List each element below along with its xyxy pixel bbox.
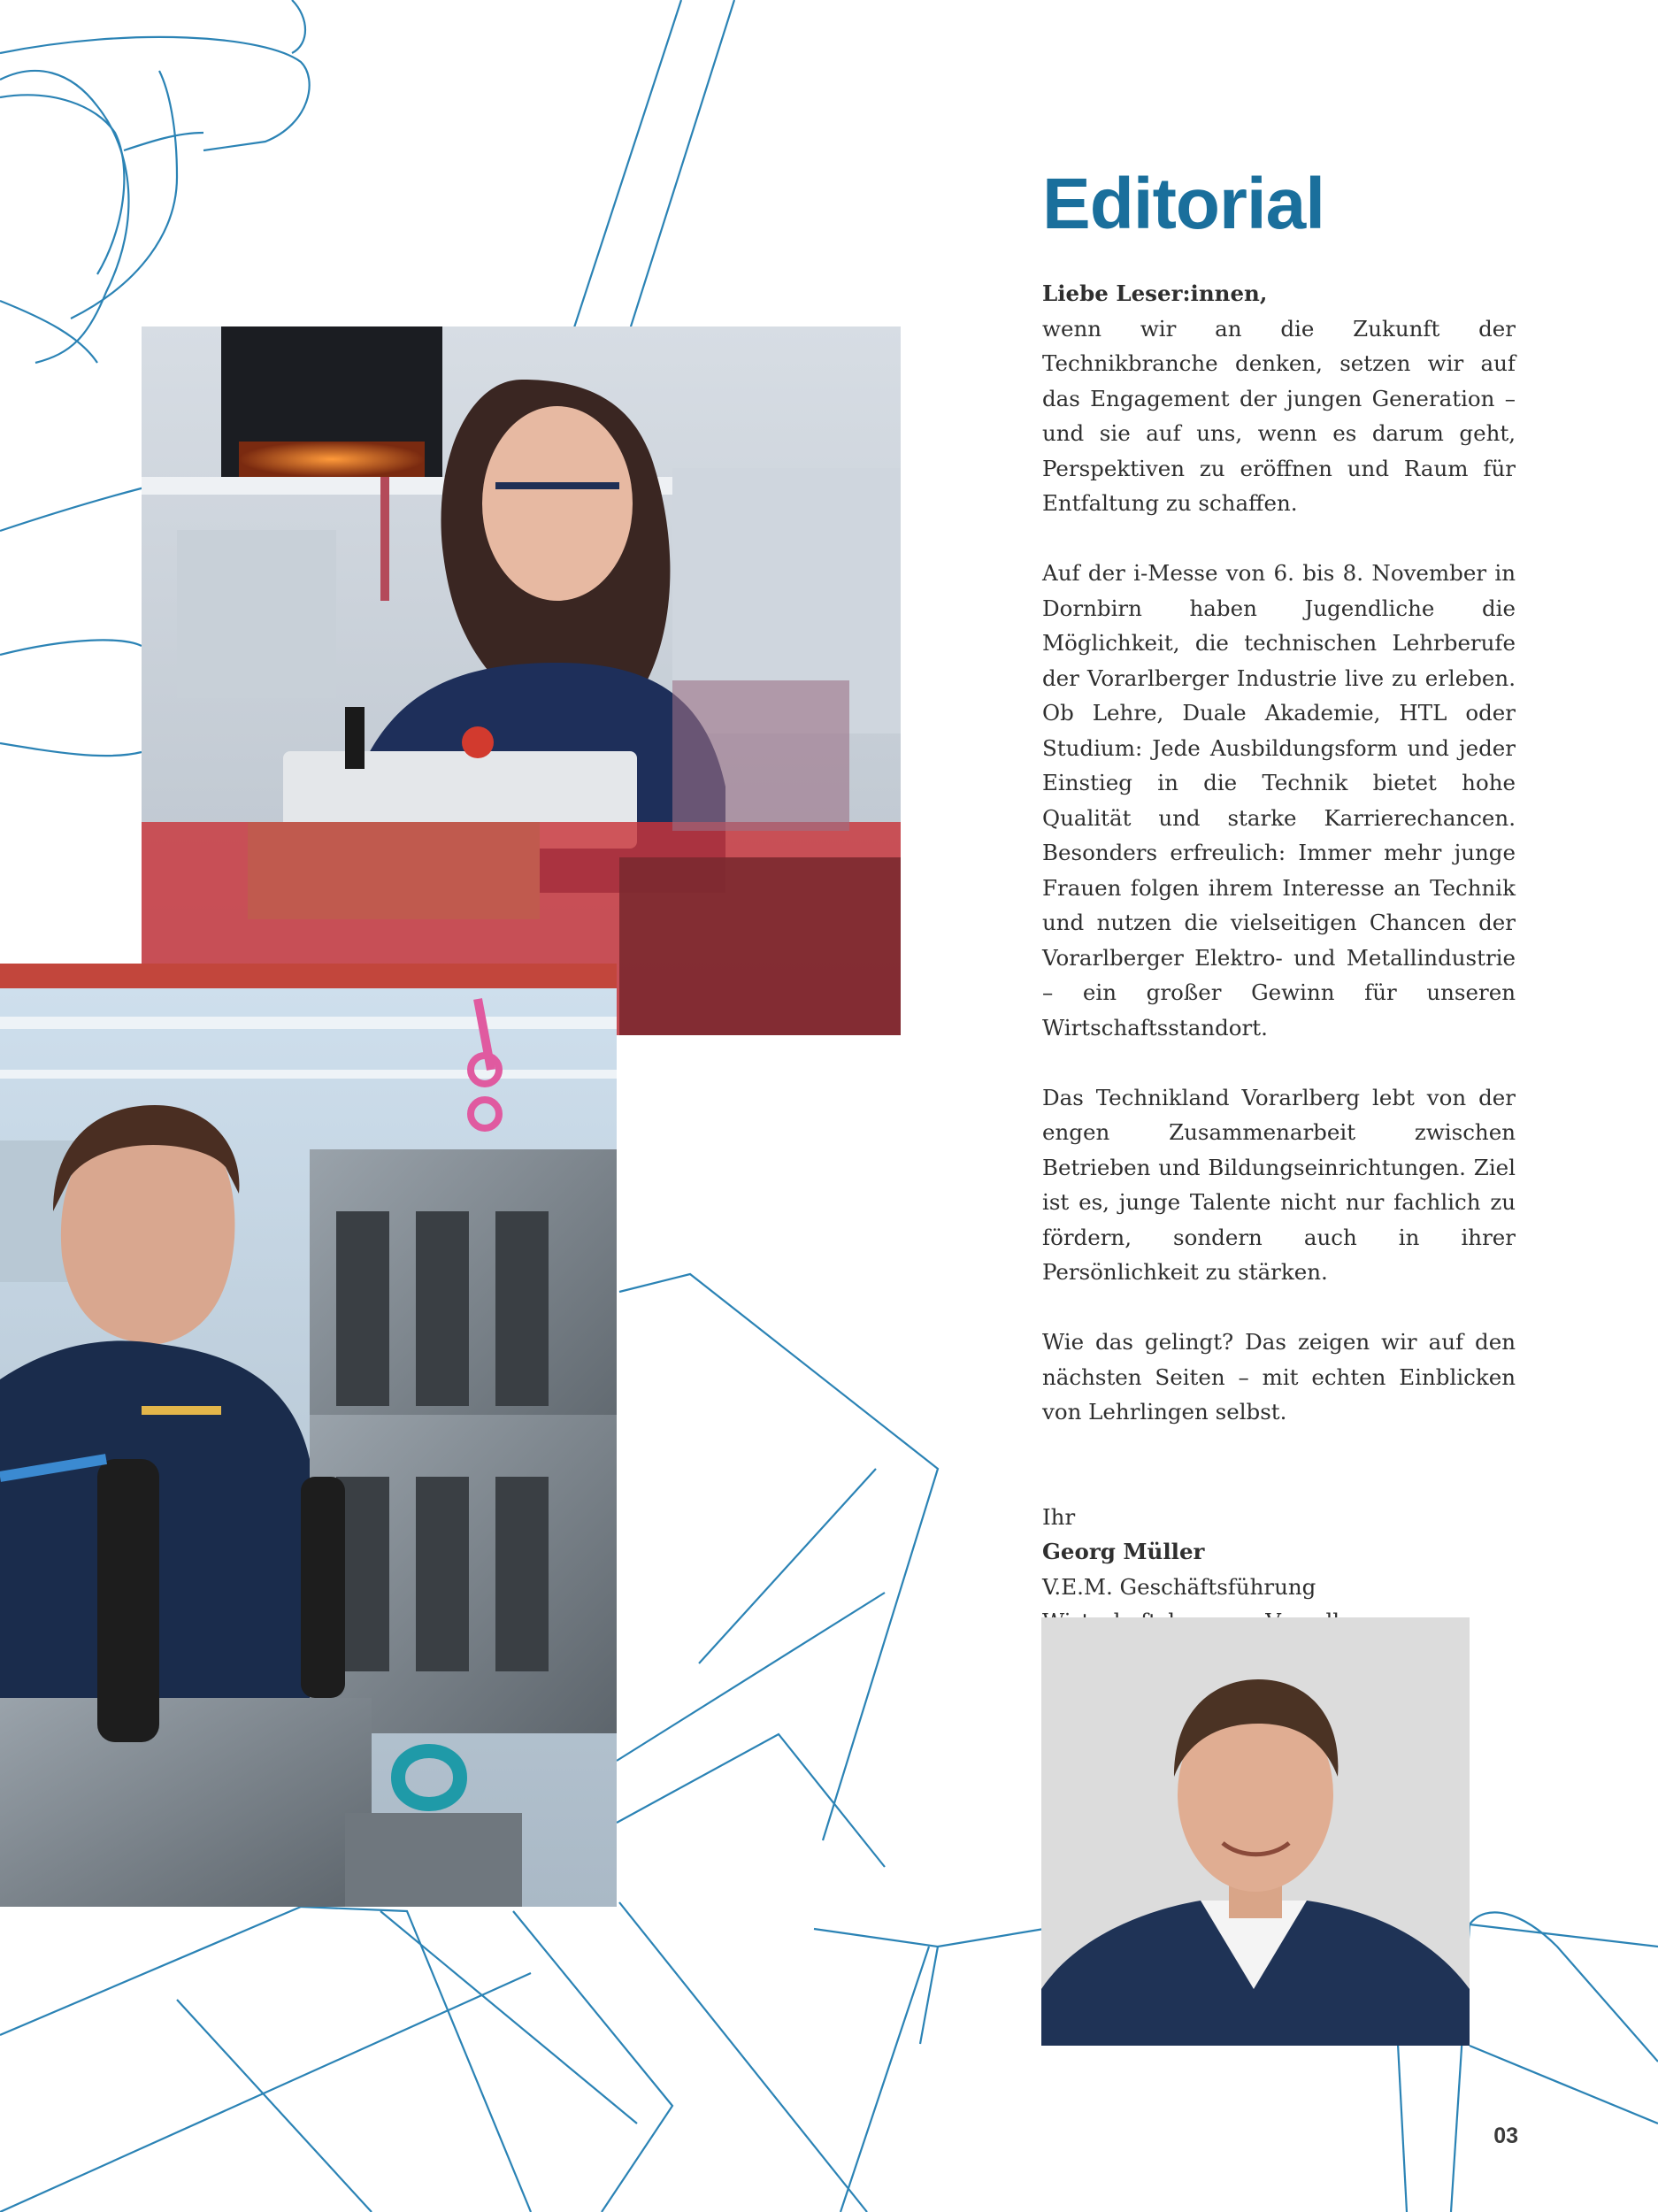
paragraph-4: Wie das gelingt? Das zeigen wir auf den nächsten Seiten – mit echten Einblicken von Lehrlingen selbst. [1042,1329,1516,1425]
paragraph-1: wenn wir an die Zukunft der Technikbranche denken, setzen wir auf das Engagement der jungen Generation – und sie auf uns, wenn es darum geht, Perspektiven zu eröffnen und Raum für Entfaltung zu schaffen. [1042,315,1516,516]
page-title: Editorial [1042,164,1325,244]
salutation: Liebe Leser:innen, [1042,280,1268,306]
page-number: 03 [1493,2124,1518,2148]
signature-name: Georg Müller [1042,1539,1205,1564]
signature-role: V.E.M. Geschäftsführung [1042,1573,1316,1600]
paragraph-2: Auf der i-Messe von 6. bis 8. November in Dornbirn haben Jugendliche die Möglichkeit, die technischen Lehrberufe der Vorarlberger Industrie live zu erleben. Ob Lehre, Duale Akademie, HTL oder Studium: Jede Ausbildungsform und jeder Einstieg in die Technik bietet hohe Qualität und starke Karrierechancen. Besonders erfreulich: Immer mehr junge Frauen folgen ihrem Interesse an Technik und nutzen die vielseitigen Chancen der Vorarlberger Elektro- und Metallindustrie – ein großer Gewinn für unseren Wirtschaftsstandort. [1042,560,1516,1041]
photo-man-with-mold-tool [0,964,617,1907]
signature-closing: Ihr [1042,1503,1076,1530]
photo-woman-at-machine [142,326,901,1035]
photo-portrait-georg-mueller [1041,1617,1470,2046]
editorial-letter [1042,276,1516,1674]
paragraph-3: Das Technikland Vorarlberg lebt von der engen Zusammenarbeit zwischen Betrieben und Bildungseinrichtungen. Ziel ist es, junge Talente nicht nur fachlich zu fördern, sondern auch in ihrer Persönlichkeit zu stärken. [1042,1084,1516,1285]
